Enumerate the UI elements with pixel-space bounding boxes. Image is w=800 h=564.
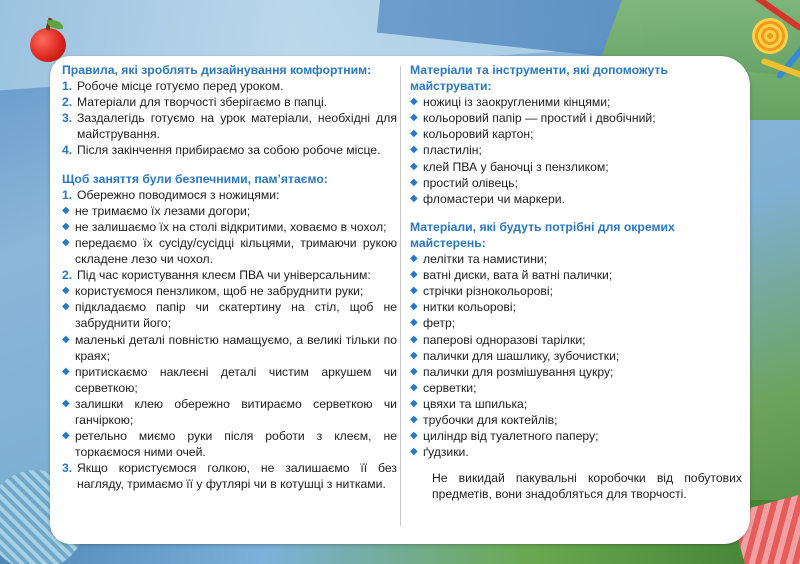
list-item: ◆ користуємося пензликом, щоб не забруднити руки; xyxy=(62,284,364,299)
diamond-bullet-icon: ◆ xyxy=(410,397,418,409)
diamond-bullet-icon: ◆ xyxy=(410,192,418,204)
diamond-bullet-icon: ◆ xyxy=(62,285,70,297)
materials-list xyxy=(410,251,742,460)
list-item: ◆ передаємо їх сусіду/сусідці кільцями, тримаючи рукою складене лезо чи чохол. xyxy=(62,235,397,267)
diamond-bullet-icon: ◆ xyxy=(410,301,418,313)
rules-list xyxy=(62,78,397,158)
list-item: ◆ ножиці із заокругленими кінцями; xyxy=(410,95,611,110)
safety-item-1: 1. Обережно поводимося з ножицями: xyxy=(62,187,280,202)
diamond-bullet-icon: ◆ xyxy=(410,269,418,281)
safety-item-2: 2. Під час користування клеєм ПВА чи універсальним: xyxy=(62,268,371,283)
diamond-bullet-icon: ◆ xyxy=(410,317,418,329)
diamond-bullet-icon: ◆ xyxy=(62,220,70,232)
safety-heading: Щоб заняття були безпечними, пам’ятаємо: xyxy=(62,171,328,186)
list-item: ◆ не залишаємо їх на столі відкритими, ховаємо в чохол; xyxy=(62,219,387,234)
diamond-bullet-icon: ◆ xyxy=(410,446,418,458)
diamond-bullet-icon: ◆ xyxy=(62,430,70,442)
list-item: ◆ ватні диски, вата й ватні палички; xyxy=(410,268,613,283)
list-item: ◆ паперові одноразові тарілки; xyxy=(410,332,586,347)
list-item: ◆ маленькі деталі повністю намащуємо, а великі тільки по краях; xyxy=(62,332,397,363)
list-item: ◆ ґудзики. xyxy=(410,445,469,460)
diamond-bullet-icon: ◆ xyxy=(410,112,418,124)
diamond-bullet-icon: ◆ xyxy=(410,365,418,377)
diamond-bullet-icon: ◆ xyxy=(62,236,70,248)
list-item: ◆ трубочки для коктейлів; xyxy=(410,412,558,427)
rule-item: 2. Матеріали для творчості зберігаємо в папці. xyxy=(62,95,328,110)
column-divider xyxy=(400,66,401,526)
list-item: ◆ клей ПВА у баночці з пензликом; xyxy=(410,159,609,174)
tools-heading: Матеріали та інструменти, які допоможуть майструвати: xyxy=(410,63,668,94)
rule-item: 3. Заздалегідь готуємо на урок матеріали, необхідні для майстрування. xyxy=(62,111,397,142)
list-item: ◆ кольоровий картон; xyxy=(410,127,534,142)
left-column xyxy=(62,62,397,492)
list-item: ◆ палички для розмішування цукру; xyxy=(410,364,614,379)
list-item: ◆ стрічки різнокольорові; xyxy=(410,284,553,299)
list-item: ◆ пластилін; xyxy=(410,143,482,158)
list-item: ◆ кольоровий папір — простий і двобічний; xyxy=(410,111,656,126)
list-item: ◆ серветки; xyxy=(410,380,477,395)
list-item: ◆ не тримаємо їх лезами догори; xyxy=(62,203,251,218)
list-item: ◆ підкладаємо папір чи скатертину на стіл, щоб не забруднити його; xyxy=(62,300,397,331)
diamond-bullet-icon: ◆ xyxy=(62,204,70,216)
diamond-bullet-icon: ◆ xyxy=(410,430,418,442)
diamond-bullet-icon: ◆ xyxy=(62,301,70,313)
tools-list xyxy=(410,94,742,207)
spiral-icon xyxy=(752,18,788,54)
right-column xyxy=(410,62,742,502)
scissors-list xyxy=(62,203,397,267)
diamond-bullet-icon: ◆ xyxy=(62,365,70,377)
glue-list xyxy=(62,283,397,460)
diamond-bullet-icon: ◆ xyxy=(62,397,70,409)
diamond-bullet-icon: ◆ xyxy=(410,176,418,188)
list-item: ◆ ретельно миємо руки після роботи з клеєм, не торкаємося ними очей. xyxy=(62,429,397,460)
list-item: ◆ палички для шашлику, зубочистки; xyxy=(410,348,620,363)
list-item: ◆ лелітки та намистини; xyxy=(410,252,548,267)
materials-heading: Матеріали, які будуть потрібні для окремих майстерень: xyxy=(410,219,675,250)
safety-item-3: 3. Якщо користуємося голкою, не залишаємо її без нагляду, тримаємо її у футлярі чи в котушці з нитками. xyxy=(62,461,397,492)
list-item: ◆ циліндр від туалетного паперу; xyxy=(410,429,599,444)
diamond-bullet-icon: ◆ xyxy=(410,144,418,156)
diamond-bullet-icon: ◆ xyxy=(410,96,418,108)
rule-item: 4. Після закінчення прибираємо за собою робоче місце. xyxy=(62,143,381,158)
diamond-bullet-icon: ◆ xyxy=(410,160,418,172)
diamond-bullet-icon: ◆ xyxy=(410,349,418,361)
diamond-bullet-icon: ◆ xyxy=(410,333,418,345)
list-item: ◆ притискаємо наклеєні деталі чистим аркушем чи серветкою; xyxy=(62,364,397,395)
rule-item: 1. Робоче місце готуємо перед уроком. xyxy=(62,79,284,94)
list-item: ◆ нитки кольорові; xyxy=(410,300,516,315)
diamond-bullet-icon: ◆ xyxy=(410,381,418,393)
list-item: ◆ залишки клею обережно витираємо серветкою чи ганчіркою; xyxy=(62,396,397,427)
list-item: ◆ цвяхи та шпилька; xyxy=(410,396,528,411)
rules-heading: Правила, які зроблять дизайнування комфортним: xyxy=(62,63,372,77)
diamond-bullet-icon: ◆ xyxy=(410,285,418,297)
diamond-bullet-icon: ◆ xyxy=(410,413,418,425)
list-item: ◆ фломастери чи маркери. xyxy=(410,191,565,206)
list-item: ◆ простий олівець; xyxy=(410,175,518,190)
list-item: ◆ фетр; xyxy=(410,316,456,331)
diamond-bullet-icon: ◆ xyxy=(62,333,70,345)
note-text: Не викидай пакувальні коробочки від побутових предметів, вони знадобляться для творчості. xyxy=(432,471,742,502)
diamond-bullet-icon: ◆ xyxy=(410,253,418,265)
info-card xyxy=(50,56,750,544)
diamond-bullet-icon: ◆ xyxy=(410,128,418,140)
